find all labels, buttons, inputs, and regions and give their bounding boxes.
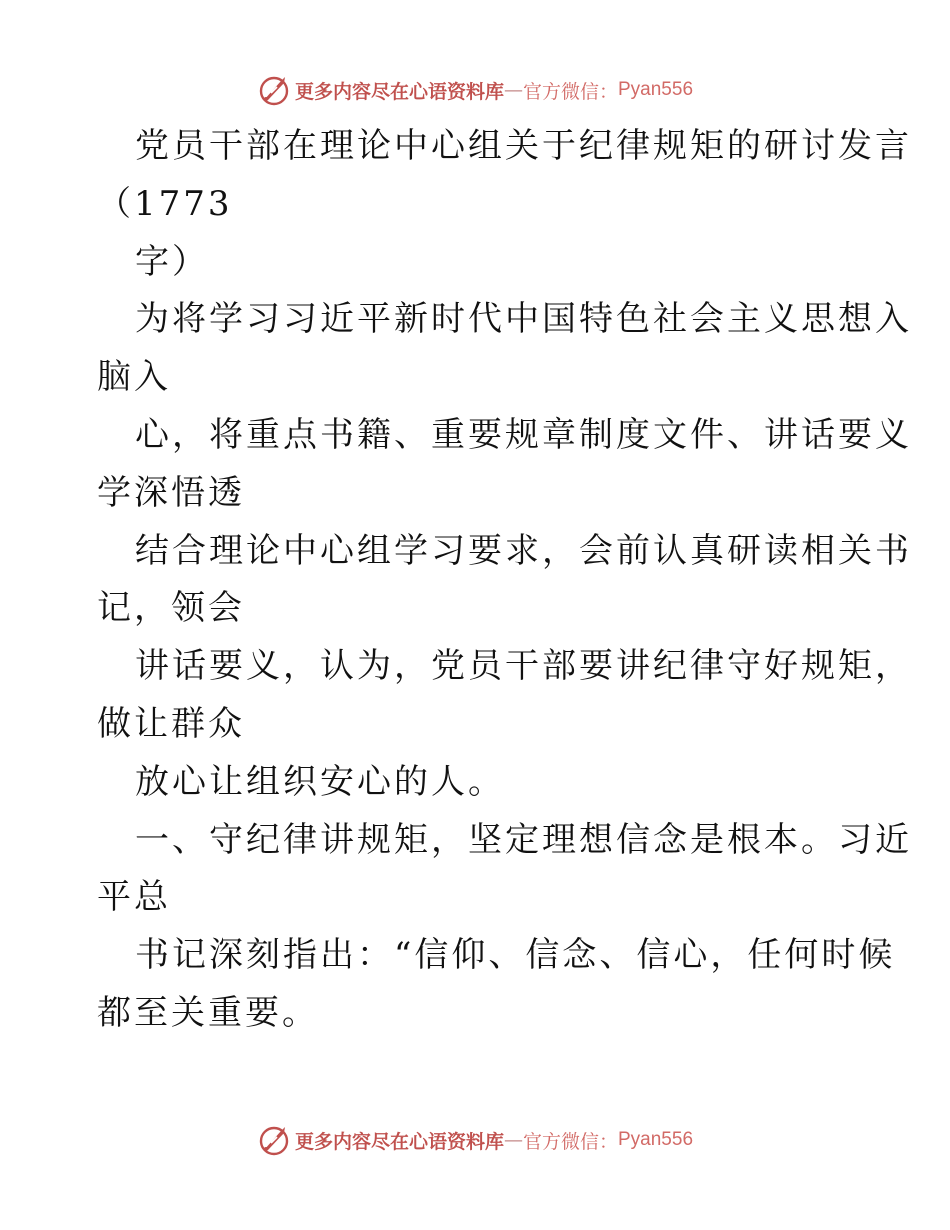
document-body — [97, 118, 912, 1043]
banner-wechat-label: 官方微信： — [522, 1130, 618, 1153]
paragraph-line: 讲话要义，认为，党员干部要讲纪律守好规矩， — [135, 646, 912, 687]
paragraph-line: 脑入 — [97, 357, 171, 398]
banner-wechat-label: 官方微信： — [522, 80, 618, 103]
doc-title-line-3: 字） — [135, 241, 209, 282]
banner-dash: — — [503, 1129, 523, 1151]
header-banner — [0, 70, 950, 110]
doc-title-line-2: （1773 — [97, 183, 233, 224]
banner-wechat-id: Pyan556 — [618, 1129, 694, 1150]
doc-title-line-1: 党员干部在理论中心组关于纪律规矩的研讨发言 — [135, 126, 912, 166]
paragraph-line: 记，领会 — [97, 588, 245, 629]
paragraph-line: 结合理论中心组学习要求，会前认真研读相关书 — [135, 530, 912, 571]
section-heading-line: 一、守纪律讲规矩，坚定理想信念是根本。习近 — [135, 819, 912, 860]
banner-dash: — — [503, 79, 523, 101]
paragraph-line: 为将学习习近平新时代中国特色社会主义思想入 — [135, 299, 912, 340]
banner-text: 更多内容尽在心语资料库 — [294, 80, 504, 103]
paragraph-line: 做让群众 — [97, 703, 245, 744]
paragraph-line: 心，将重点书籍、重要规章制度文件、讲话要义 — [135, 414, 912, 455]
quill-pen-logo-icon — [257, 1123, 291, 1157]
paragraph-line: 都至关重要。 — [97, 992, 319, 1033]
paragraph-line: 书记深刻指出：“信仰、信念、信心，任何时候 — [135, 935, 896, 976]
banner-text: 更多内容尽在心语资料库 — [294, 1130, 504, 1153]
paragraph-line: 放心让组织安心的人。 — [135, 761, 505, 802]
paragraph-line: 学深悟透 — [97, 472, 245, 513]
banner-wechat-id: Pyan556 — [618, 79, 694, 100]
footer-banner — [0, 1120, 950, 1160]
paragraph-line: 平总 — [97, 877, 171, 918]
quill-pen-logo-icon — [257, 73, 291, 107]
